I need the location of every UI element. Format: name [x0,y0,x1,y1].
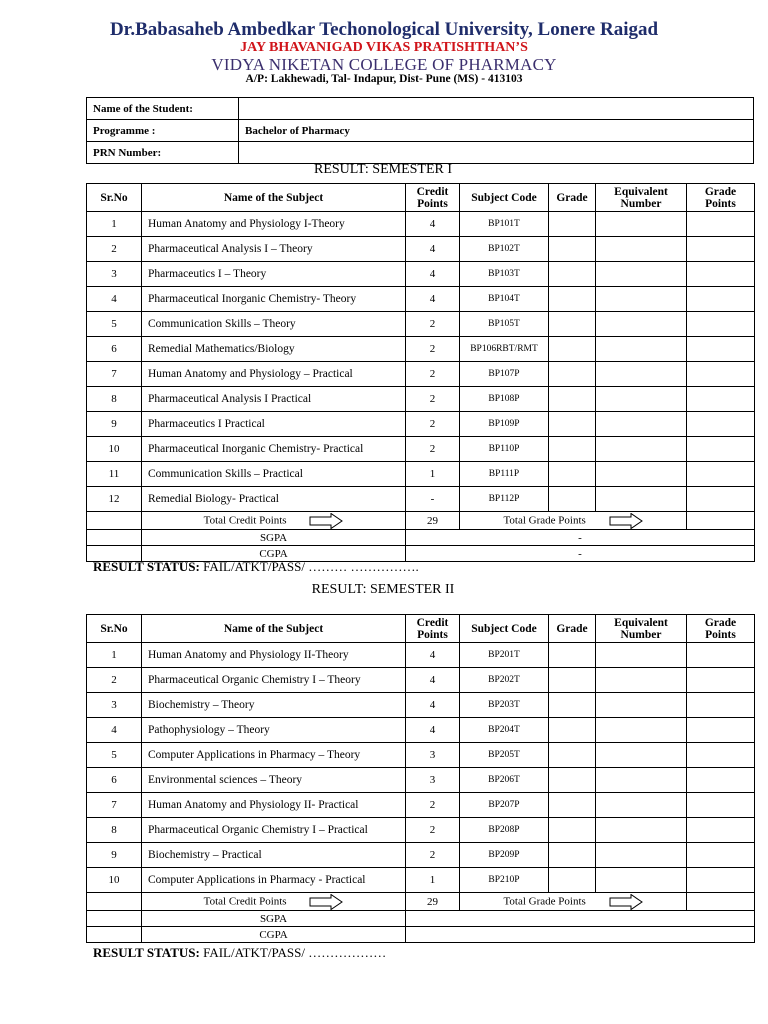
cgpa-value[interactable] [406,927,755,943]
row-subject-name: Communication Skills – Theory [142,312,406,337]
col-header-grade: Grade [549,615,596,643]
row-equivalent-number-cell[interactable] [596,312,687,337]
total-grade-label-cell [460,512,687,530]
total-grade-label: Total Grade Points [503,895,586,908]
row-equivalent-number-cell[interactable] [596,843,687,868]
row-equivalent-number-cell[interactable] [596,743,687,768]
row-grade-cell[interactable] [549,643,596,668]
row-srno: 11 [87,462,142,487]
total-row [87,893,755,911]
row-subject-code: BP206T [460,768,549,793]
row-grade-points-cell[interactable] [687,362,755,387]
col-header-srno: Sr.No [87,615,142,643]
row-grade-points-cell[interactable] [687,412,755,437]
table-row [87,768,755,793]
row-credit-points: 4 [406,287,460,312]
row-grade-points-cell[interactable] [687,643,755,668]
sgpa-row [87,530,755,546]
row-subject-code: BP205T [460,743,549,768]
row-grade-cell[interactable] [549,818,596,843]
table-row [87,793,755,818]
row-subject-name: Biochemistry – Practical [142,843,406,868]
col-header-equivalent-line2: Number [620,197,662,210]
result-status-value: FAIL/ATKT/PASS/ ……… ……………. [199,559,419,574]
row-subject-name: Pharmaceutics I – Theory [142,262,406,287]
row-equivalent-number-cell[interactable] [596,387,687,412]
col-header-code: Subject Code [460,615,549,643]
row-credit-points: 4 [406,718,460,743]
total-grade-label: Total Grade Points [503,514,586,527]
table-header-row [87,184,755,212]
row-srno: 2 [87,668,142,693]
row-credit-points: 4 [406,643,460,668]
row-subject-name: Pharmaceutical Analysis I – Theory [142,237,406,262]
row-equivalent-number-cell[interactable] [596,412,687,437]
row-grade-cell[interactable] [549,237,596,262]
row-equivalent-number-cell[interactable] [596,768,687,793]
col-header-subject: Name of the Subject [142,615,406,643]
table-row [87,743,755,768]
row-subject-code: BP109P [460,412,549,437]
table-row [87,868,755,893]
table-row [87,462,755,487]
col-header-equivalent-line2: Number [620,628,662,641]
row-subject-name: Pharmaceutical Analysis I Practical [142,387,406,412]
row-subject-code: BP209P [460,843,549,868]
row-grade-cell[interactable] [549,718,596,743]
row-credit-points: 2 [406,818,460,843]
row-subject-code: BP108P [460,387,549,412]
right-arrow-icon [609,513,643,529]
row-subject-code: BP202T [460,668,549,693]
row-subject-code: BP105T [460,312,549,337]
cgpa-label: CGPA [142,546,406,562]
row-grade-points-cell[interactable] [687,262,755,287]
table-row [87,643,755,668]
row-srno: 10 [87,437,142,462]
row-subject-name: Remedial Biology- Practical [142,487,406,512]
total-credit-value: 29 [406,893,460,911]
total-credit-label: Total Credit Points [203,895,287,908]
row-subject-code: BP201T [460,643,549,668]
row-grade-points-cell[interactable] [687,668,755,693]
right-arrow-icon [309,513,343,529]
row-subject-code: BP104T [460,287,549,312]
row-credit-points: 2 [406,387,460,412]
student-info-table [86,97,754,164]
total-credit-label-cell [142,893,406,911]
row-subject-name: Pharmaceutical Organic Chemistry I – Theory [142,668,406,693]
row-equivalent-number-cell[interactable] [596,668,687,693]
student-name-label: Name of the Student: [87,98,239,120]
row-credit-points: 2 [406,412,460,437]
row-grade-points-cell[interactable] [687,868,755,893]
semester-1-result-table [86,183,755,562]
col-header-srno: Sr.No [87,184,142,212]
university-name: Dr.Babasaheb Ambedkar Techonological University, Lonere Raigad [109,19,659,40]
row-subject-name: Human Anatomy and Physiology II- Practical [142,793,406,818]
col-header-equivalent [596,615,687,643]
table-row [87,487,755,512]
row-grade-cell[interactable] [549,412,596,437]
row-credit-points: - [406,487,460,512]
row-grade-points-cell[interactable] [687,743,755,768]
row-srno: 8 [87,387,142,412]
row-subject-code: BP111P [460,462,549,487]
row-subject-name: Pathophysiology – Theory [142,718,406,743]
row-grade-cell[interactable] [549,287,596,312]
row-subject-code: BP208P [460,818,549,843]
col-header-grade-points-line2: Points [705,628,736,641]
row-grade-cell[interactable] [549,387,596,412]
row-grade-cell[interactable] [549,793,596,818]
row-grade-cell[interactable] [549,668,596,693]
table-row [87,337,755,362]
row-grade-points-cell[interactable] [687,793,755,818]
col-header-credit [406,615,460,643]
row-credit-points: 1 [406,868,460,893]
cgpa-label: CGPA [142,927,406,943]
col-header-grade-points [687,184,755,212]
row-subject-code: BP103T [460,262,549,287]
table-row [87,287,755,312]
semester-2-result-status [93,945,386,961]
table-row [87,718,755,743]
sgpa-row [87,911,755,927]
row-grade-cell[interactable] [549,768,596,793]
row-subject-code: BP203T [460,693,549,718]
row-equivalent-number-cell[interactable] [596,818,687,843]
table-row [87,237,755,262]
row-grade-points-cell[interactable] [687,718,755,743]
col-header-grade-points-line1: Grade [704,616,737,629]
row-subject-code: BP102T [460,237,549,262]
table-row [87,693,755,718]
row-equivalent-number-cell[interactable] [596,262,687,287]
result-status-label: RESULT STATUS: [93,559,200,574]
cgpa-row [87,927,755,943]
row-grade-points-cell[interactable] [687,818,755,843]
col-header-grade-points-line2: Points [705,197,736,210]
row-grade-cell[interactable] [549,462,596,487]
row-subject-code: BP107P [460,362,549,387]
sgpa-label: SGPA [142,530,406,546]
row-grade-cell[interactable] [549,693,596,718]
row-credit-points: 2 [406,337,460,362]
row-credit-points: 4 [406,668,460,693]
row-srno: 5 [87,312,142,337]
row-grade-cell[interactable] [549,362,596,387]
result-status-value: FAIL/ATKT/PASS/ ……………… [199,945,387,960]
col-header-equivalent-line1: Equivalent [614,185,668,198]
sgpa-label: SGPA [142,911,406,927]
row-subject-code: BP207P [460,793,549,818]
row-grade-points-cell[interactable] [687,487,755,512]
row-srno: 8 [87,818,142,843]
col-header-credit-line1: Credit [416,616,449,629]
row-grade-cell[interactable] [549,262,596,287]
row-credit-points: 4 [406,212,460,237]
programme-value: Bachelor of Pharmacy [239,120,754,142]
table-row [87,668,755,693]
row-equivalent-number-cell[interactable] [596,693,687,718]
row-grade-points-cell[interactable] [687,768,755,793]
row-srno: 9 [87,412,142,437]
col-header-code: Subject Code [460,184,549,212]
row-srno: 4 [87,718,142,743]
row-credit-points: 2 [406,312,460,337]
row-grade-cell[interactable] [549,487,596,512]
row-srno: 9 [87,843,142,868]
row-subject-name: Human Anatomy and Physiology II-Theory [142,643,406,668]
prn-field[interactable] [239,142,754,164]
row-grade-points-cell[interactable] [687,312,755,337]
row-srno: 7 [87,362,142,387]
semester-2-result-table [86,614,755,943]
row-subject-code: BP204T [460,718,549,743]
col-header-credit [406,184,460,212]
table-row [87,262,755,287]
row-grade-points-cell[interactable] [687,237,755,262]
right-arrow-icon [609,894,643,910]
row-credit-points: 4 [406,262,460,287]
row-credit-points: 3 [406,743,460,768]
table-row [87,412,755,437]
row-equivalent-number-cell[interactable] [596,793,687,818]
row-srno: 3 [87,262,142,287]
col-header-equivalent-line1: Equivalent [614,616,668,629]
table-header-row [87,615,755,643]
cgpa-value: - [406,546,755,562]
row-subject-code: BP110P [460,437,549,462]
total-credit-label-cell [142,512,406,530]
student-name-row [87,98,754,120]
row-credit-points: 2 [406,362,460,387]
student-name-field[interactable] [239,98,754,120]
semester-1-result-status [93,559,419,575]
row-subject-code: BP101T [460,212,549,237]
semester-2-title: RESULT: SEMESTER II [311,582,455,597]
row-subject-name: Human Anatomy and Physiology – Practical [142,362,406,387]
row-equivalent-number-cell[interactable] [596,487,687,512]
table-row [87,212,755,237]
row-credit-points: 2 [406,843,460,868]
row-equivalent-number-cell[interactable] [596,437,687,462]
row-srno: 10 [87,868,142,893]
row-credit-points: 2 [406,437,460,462]
row-subject-code: BP210P [460,868,549,893]
row-grade-points-cell[interactable] [687,212,755,237]
table-row [87,818,755,843]
row-equivalent-number-cell[interactable] [596,237,687,262]
col-header-subject: Name of the Subject [142,184,406,212]
row-srno: 7 [87,793,142,818]
row-srno: 1 [87,212,142,237]
row-equivalent-number-cell[interactable] [596,287,687,312]
row-subject-code: BP112P [460,487,549,512]
row-subject-name: Computer Applications in Pharmacy - Practical [142,868,406,893]
row-srno: 1 [87,643,142,668]
row-grade-cell[interactable] [549,868,596,893]
row-subject-name: Pharmaceutics I Practical [142,412,406,437]
row-equivalent-number-cell[interactable] [596,868,687,893]
row-credit-points: 2 [406,793,460,818]
row-subject-name: Computer Applications in Pharmacy – Theory [142,743,406,768]
row-credit-points: 4 [406,237,460,262]
prn-row [87,142,754,164]
col-header-grade-points-line1: Grade [704,185,737,198]
row-grade-cell[interactable] [549,437,596,462]
row-subject-code: BP106RBT/RMT [460,337,549,362]
row-subject-name: Pharmaceutical Organic Chemistry I – Practical [142,818,406,843]
row-grade-cell[interactable] [549,337,596,362]
row-subject-name: Human Anatomy and Physiology I-Theory [142,212,406,237]
col-header-equivalent [596,184,687,212]
table-row [87,312,755,337]
sgpa-value: - [406,530,755,546]
col-header-grade-points [687,615,755,643]
col-header-credit-line2: Points [417,628,448,641]
row-grade-points-cell[interactable] [687,462,755,487]
college-name: VIDYA NIKETAN COLLEGE OF PHARMACY [211,55,557,74]
row-equivalent-number-cell[interactable] [596,337,687,362]
sgpa-value[interactable] [406,911,755,927]
row-srno: 3 [87,693,142,718]
row-equivalent-number-cell[interactable] [596,462,687,487]
trust-name: JAY BHAVANIGAD VIKAS PRATISHTHAN’S [240,40,528,55]
row-subject-name: Communication Skills – Practical [142,462,406,487]
row-grade-points-cell[interactable] [687,337,755,362]
semester-1-title: RESULT: SEMESTER I [313,162,453,177]
programme-label: Programme : [87,120,239,142]
row-grade-points-cell[interactable] [687,693,755,718]
row-srno: 4 [87,287,142,312]
college-address: A/P: Lakhewadi, Tal- Indapur, Dist- Pune (MS) - 413103 [245,73,523,85]
col-header-credit-line2: Points [417,197,448,210]
total-grade-label-cell [460,893,687,911]
programme-row [87,120,754,142]
row-subject-name: Pharmaceutical Inorganic Chemistry- Practical [142,437,406,462]
row-grade-points-cell[interactable] [687,437,755,462]
table-row [87,362,755,387]
row-equivalent-number-cell[interactable] [596,718,687,743]
row-grade-points-cell[interactable] [687,843,755,868]
total-row [87,512,755,530]
row-srno: 5 [87,743,142,768]
result-status-label: RESULT STATUS: [93,945,200,960]
row-subject-name: Environmental sciences – Theory [142,768,406,793]
table-row [87,843,755,868]
row-srno: 2 [87,237,142,262]
row-grade-cell[interactable] [549,312,596,337]
row-srno: 6 [87,768,142,793]
row-grade-cell[interactable] [549,843,596,868]
row-srno: 12 [87,487,142,512]
row-grade-cell[interactable] [549,212,596,237]
row-subject-name: Remedial Mathematics/Biology [142,337,406,362]
col-header-grade: Grade [549,184,596,212]
prn-label: PRN Number: [87,142,239,164]
table-row [87,437,755,462]
row-credit-points: 3 [406,768,460,793]
row-equivalent-number-cell[interactable] [596,362,687,387]
row-subject-name: Biochemistry – Theory [142,693,406,718]
row-grade-points-cell[interactable] [687,387,755,412]
row-subject-name: Pharmaceutical Inorganic Chemistry- Theory [142,287,406,312]
right-arrow-icon [309,894,343,910]
row-srno: 6 [87,337,142,362]
total-credit-label: Total Credit Points [203,514,287,527]
total-grade-value[interactable] [687,512,755,530]
row-credit-points: 4 [406,693,460,718]
row-grade-cell[interactable] [549,743,596,768]
total-credit-value: 29 [406,512,460,530]
row-credit-points: 1 [406,462,460,487]
row-equivalent-number-cell[interactable] [596,212,687,237]
table-row [87,387,755,412]
row-equivalent-number-cell[interactable] [596,643,687,668]
col-header-credit-line1: Credit [416,185,449,198]
row-grade-points-cell[interactable] [687,287,755,312]
total-grade-value[interactable] [687,893,755,911]
